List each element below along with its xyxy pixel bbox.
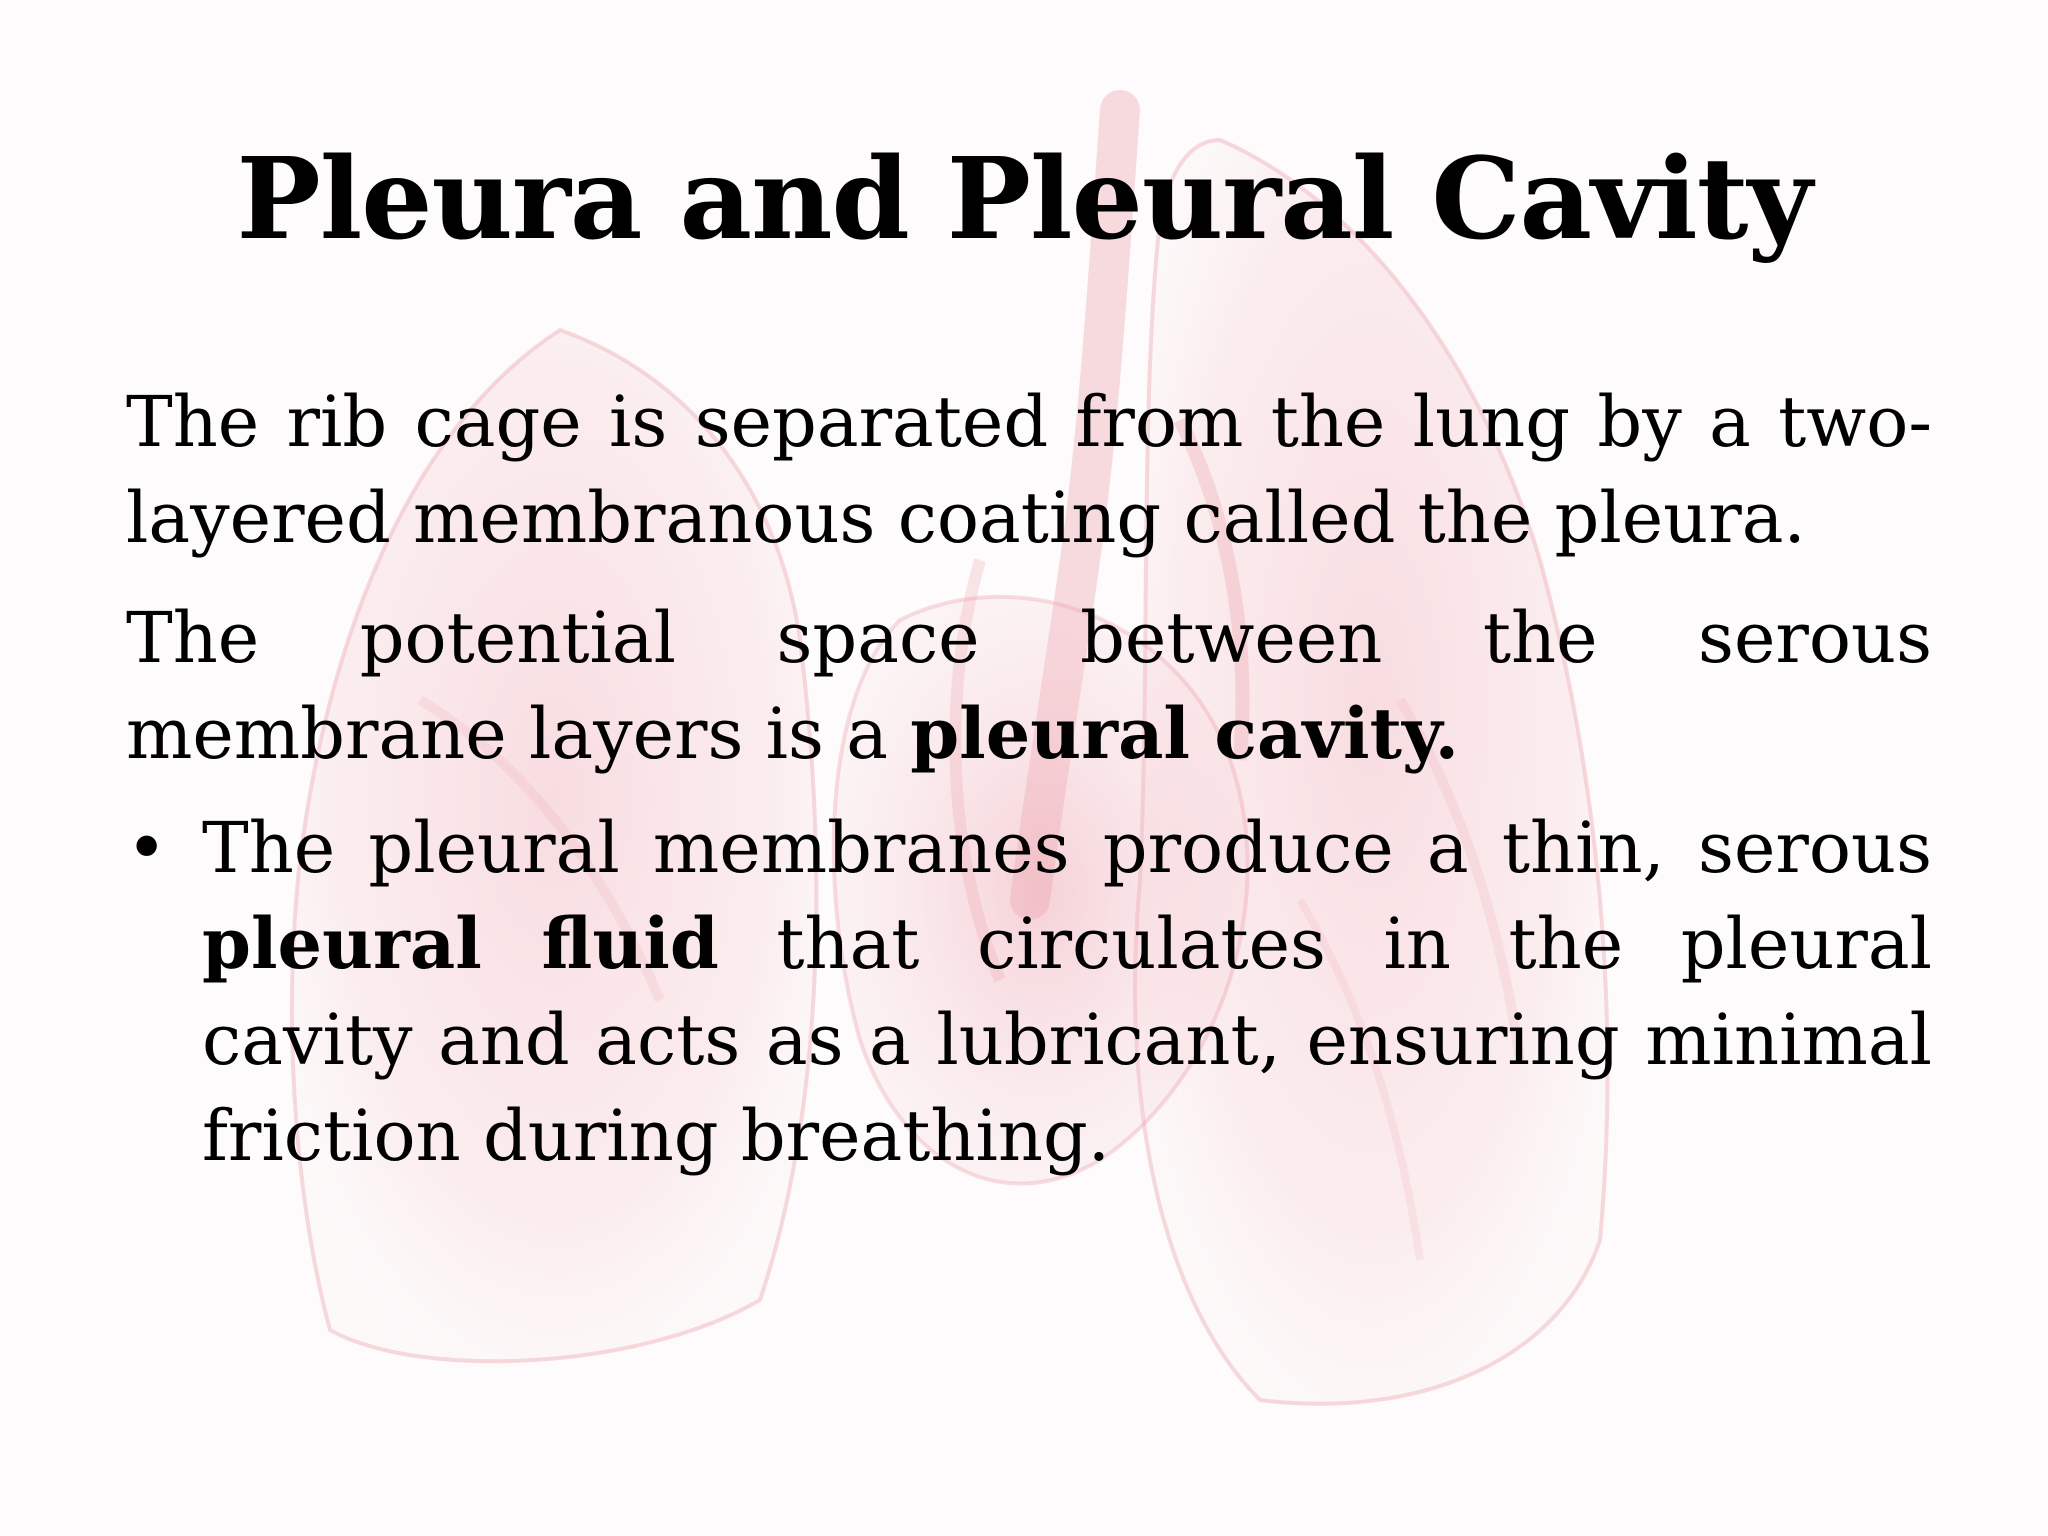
pleural-cavity-term: pleural cavity. (910, 692, 1459, 775)
bullet-text-end: that circulates in the pleural cavity and acts as a lubricant, ensuring minimal friction during breathing. (202, 903, 1932, 1177)
paragraph-pleural-cavity (126, 590, 1932, 782)
paragraph-rib-cage: The rib cage is separated from the lung by a two-layered membranous coating called the pleura. (126, 381, 1932, 559)
pleural-fluid-term: pleural fluid (202, 902, 719, 985)
slide-title: Pleura and Pleural Cavity (236, 134, 1812, 265)
bullet-text (202, 800, 1932, 1184)
bullet-text-start: The pleural membranes produce a thin, serous (202, 807, 1932, 889)
bullet-marker: • (126, 807, 168, 889)
paragraph2-text: The potential space between the serous membrane layers is a (126, 597, 1932, 775)
